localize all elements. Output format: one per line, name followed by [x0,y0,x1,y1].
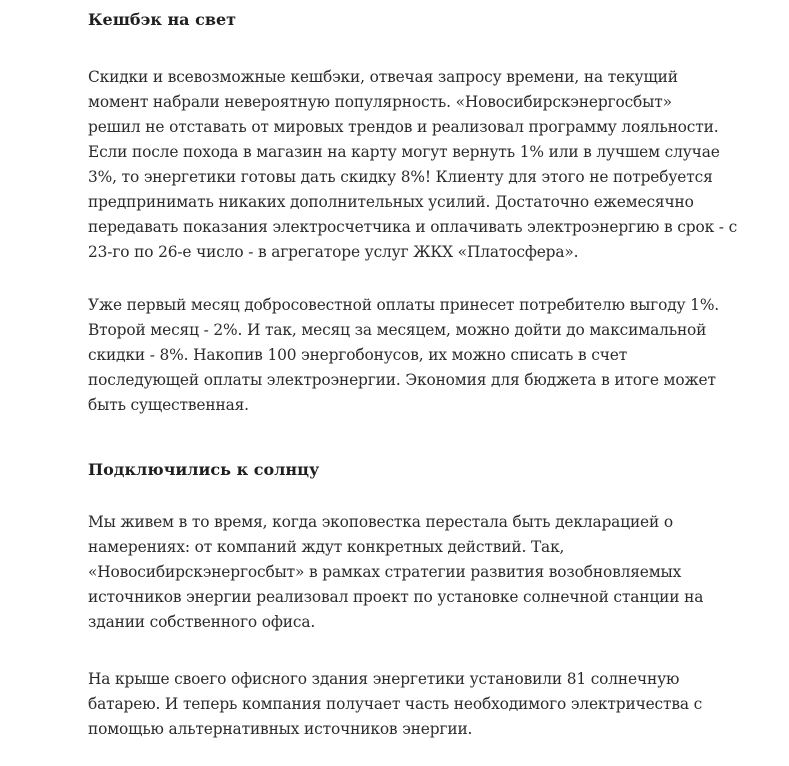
text-line: «Новосибирскэнергосбыт» в рамках стратегии развития возобновляемых [88,563,682,581]
text-line: быть существенная. [88,396,249,414]
text-line: Мы живем в то время, когда экоповестка перестала быть декларацией о [88,513,673,531]
text-line: батарею. И теперь компания получает часть необходимого электричества с [88,695,703,713]
text-line: источников энергии реализовал проект по установке солнечной станции на [88,588,704,606]
text-line: Скидки и всевозможные кешбэки, отвечая запросу времени, на текущий [88,68,678,86]
text-line: передавать показания электросчетчика и оплачивать электроэнергию в срок - с [88,218,738,236]
text-line: Если после похода в магазин на карту могут вернуть 1% или в лучшем случае [88,143,720,161]
section-heading-solar: Подключились к солнцу [88,460,320,479]
text-line: Второй месяц - 2%. И так, месяц за месяцем, можно дойти до максимальной [88,321,707,339]
text-line: намерениях: от компаний ждут конкретных действий. Так, [88,538,565,556]
text-line: решил не отставать от мировых трендов и реализовал программу лояльности. [88,118,719,136]
paragraph-cashback-intro [88,65,738,265]
text-line: помощью альтернативных источников энергии. [88,720,473,738]
paragraph-solar-details [88,667,728,742]
text-line: последующей оплаты электроэнергии. Экономия для бюджета в итоге может [88,371,716,389]
text-line: момент набрали невероятную популярность. «Новосибирскэнергосбыт» [88,93,672,111]
text-line: скидки - 8%. Накопив 100 энергобонусов, их можно списать в счет [88,346,628,364]
text-line: 3%, то энергетики готовы дать скидку 8%! Клиенту для этого не потребуется [88,168,713,186]
text-line: 23-го по 26-е число - в агрегаторе услуг ЖКХ «Платосфера». [88,243,579,261]
text-line: На крыше своего офисного здания энергетики установили 81 солнечную [88,670,680,688]
section-heading-cashback: Кешбэк на свет [88,10,237,29]
paragraph-cashback-details [88,293,720,418]
text-line: Уже первый месяц добросовестной оплаты принесет потребителю выгоду 1%. [88,296,720,314]
text-line: предпринимать никаких дополнительных усилий. Достаточно ежемесячно [88,193,694,211]
text-line: здании собственного офиса. [88,613,316,631]
paragraph-solar-intro [88,510,708,635]
